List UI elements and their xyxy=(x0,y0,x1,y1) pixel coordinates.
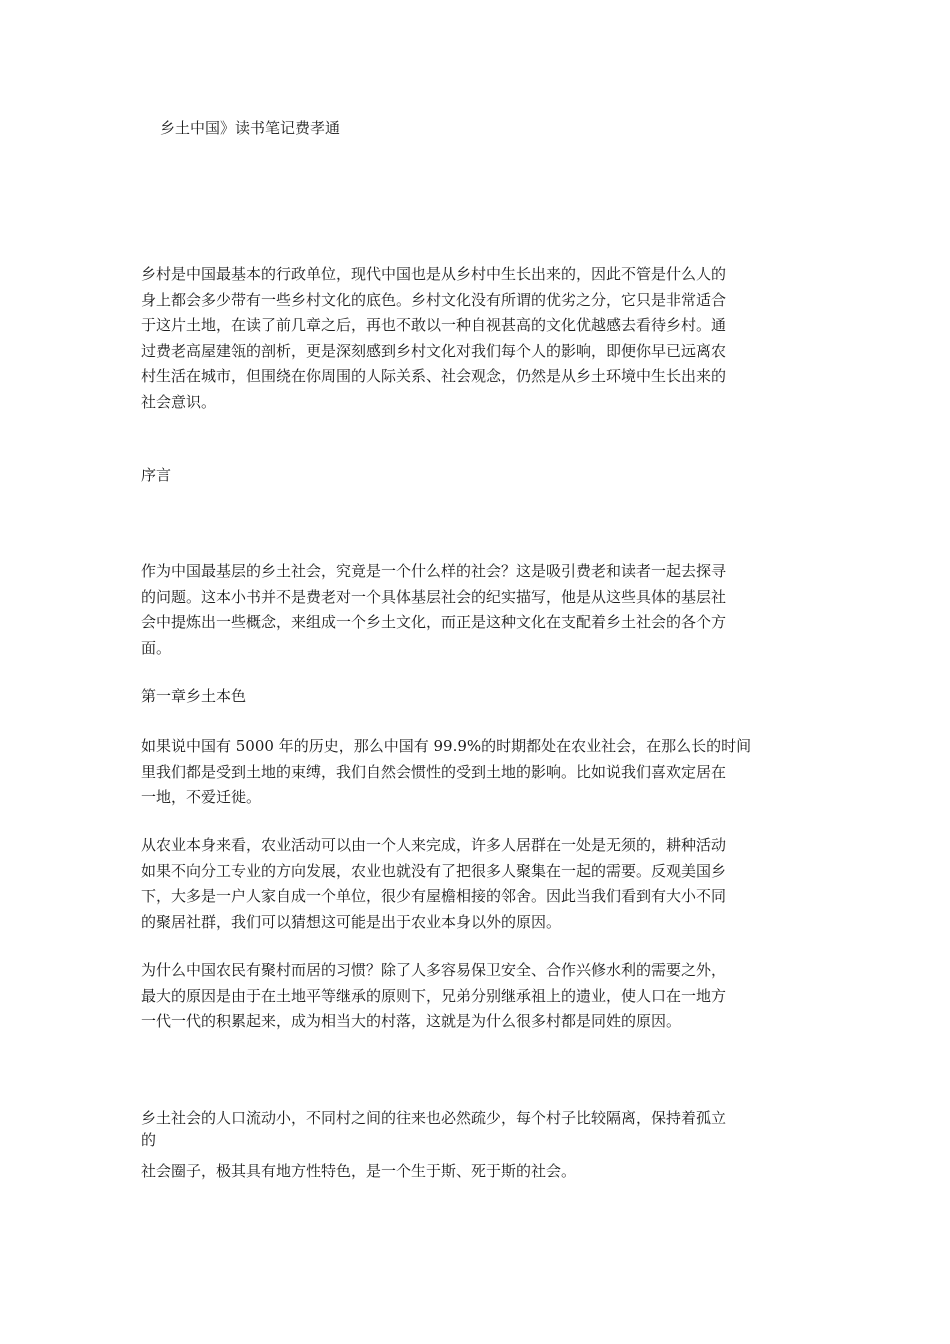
chapter1-p4-line: 社会圈子，极其具有地方性特色，是一个生于斯、死于斯的社会。 xyxy=(141,1162,577,1180)
preface-heading xyxy=(141,463,821,489)
chapter1-p3-line: 最大的原因是由于在土地平等继承的原则下，兄弟分别继承祖上的遗业，使人口在一地方 xyxy=(141,986,727,1005)
intro-line: 乡村是中国最基本的行政单位，现代中国也是从乡村中生长出来的，因此不管是什么人的 xyxy=(141,265,727,283)
chapter1-p2-line: 从农业本身来看，农业活动可以由一个人来完成，许多人居群在一处是无须的，耕种活动 xyxy=(141,836,727,854)
chapter1-p3-line: 为什么中国农民有聚村而居的习惯？除了人多容易保卫安全、合作兴修水利的需要之外， xyxy=(141,961,727,979)
document-title xyxy=(160,116,840,140)
intro-line: 身上都会多少带有一些乡村文化的底色。乡村文化没有所谓的优劣之分，它只是非常适合 xyxy=(141,290,727,309)
intro-line: 社会意识。 xyxy=(141,392,217,411)
chapter1-p1-line: 如果说中国有 5000 年的历史，那么中国有 99.9%的时期都处在农业社会，在那么长的时间 xyxy=(141,737,752,755)
intro-line: 于这片土地，在读了前几章之后，再也不敢以一种自视甚高的文化优越感去看待乡村。通 xyxy=(141,316,727,334)
chapter1-p2-line: 如果不向分工专业的方向发展，农业也就没有了把很多人聚集在一起的需要。反观美国乡 xyxy=(141,861,727,880)
chapter1-paragraph-4 xyxy=(141,1107,821,1182)
chapter1-paragraph-3 xyxy=(141,958,821,1035)
chapter1-p2-line: 的聚居社群，我们可以猜想这可能是出于农业本身以外的原因。 xyxy=(141,912,562,931)
intro-paragraph xyxy=(141,262,821,415)
intro-line: 过费老高屋建瓴的剖析，更是深刻感到乡村文化对我们每个人的影响，即便你早已远离农 xyxy=(141,341,727,360)
chapter1-paragraph-1 xyxy=(141,734,821,811)
intro-line: 村生活在城市，但围绕在你周围的人际关系、社会观念，仍然是从乡土环境中生长出来的 xyxy=(141,367,727,385)
chapter1-p4-line: 的 xyxy=(141,1131,157,1149)
chapter1-heading xyxy=(141,684,821,710)
chapter1-heading-text: 第一章乡土本色 xyxy=(141,687,247,705)
chapter1-p2-line: 下，大多是一户人家自成一个单位，很少有屋檐相接的邻舍。因此当我们看到有大小不同 xyxy=(141,887,727,905)
chapter1-p1-line: 里我们都是受到土地的束缚，我们自然会惯性的受到土地的影响。比如说我们喜欢定居在 xyxy=(141,762,727,781)
preface-heading-text: 序言 xyxy=(141,466,172,484)
chapter1-paragraph-2 xyxy=(141,833,821,935)
preface-line: 面。 xyxy=(141,638,172,657)
chapter1-p4-line: 乡土社会的人口流动小，不同村之间的往来也必然疏少，每个村子比较隔离，保持着孤立 xyxy=(141,1109,727,1127)
chapter1-p3-line: 一代一代的积累起来，成为相当大的村落，这就是为什么很多村都是同姓的原因。 xyxy=(141,1012,682,1030)
title-text: 乡土中国》读书笔记费孝通 xyxy=(160,119,341,137)
preface-line: 会中提炼出一些概念，来组成一个乡土文化，而正是这种文化在支配着乡土社会的各个方 xyxy=(141,613,727,631)
chapter1-p1-line: 一地，不爱迁徙。 xyxy=(141,788,262,806)
preface-line: 的问题。这本小书并不是费老对一个具体基层社会的纪实描写，他是从这些具体的基层社 xyxy=(141,587,727,606)
preface-line: 作为中国最基层的乡土社会，究竟是一个什么样的社会？这是吸引费老和读者一起去探寻 xyxy=(141,562,727,580)
preface-paragraph xyxy=(141,559,821,661)
